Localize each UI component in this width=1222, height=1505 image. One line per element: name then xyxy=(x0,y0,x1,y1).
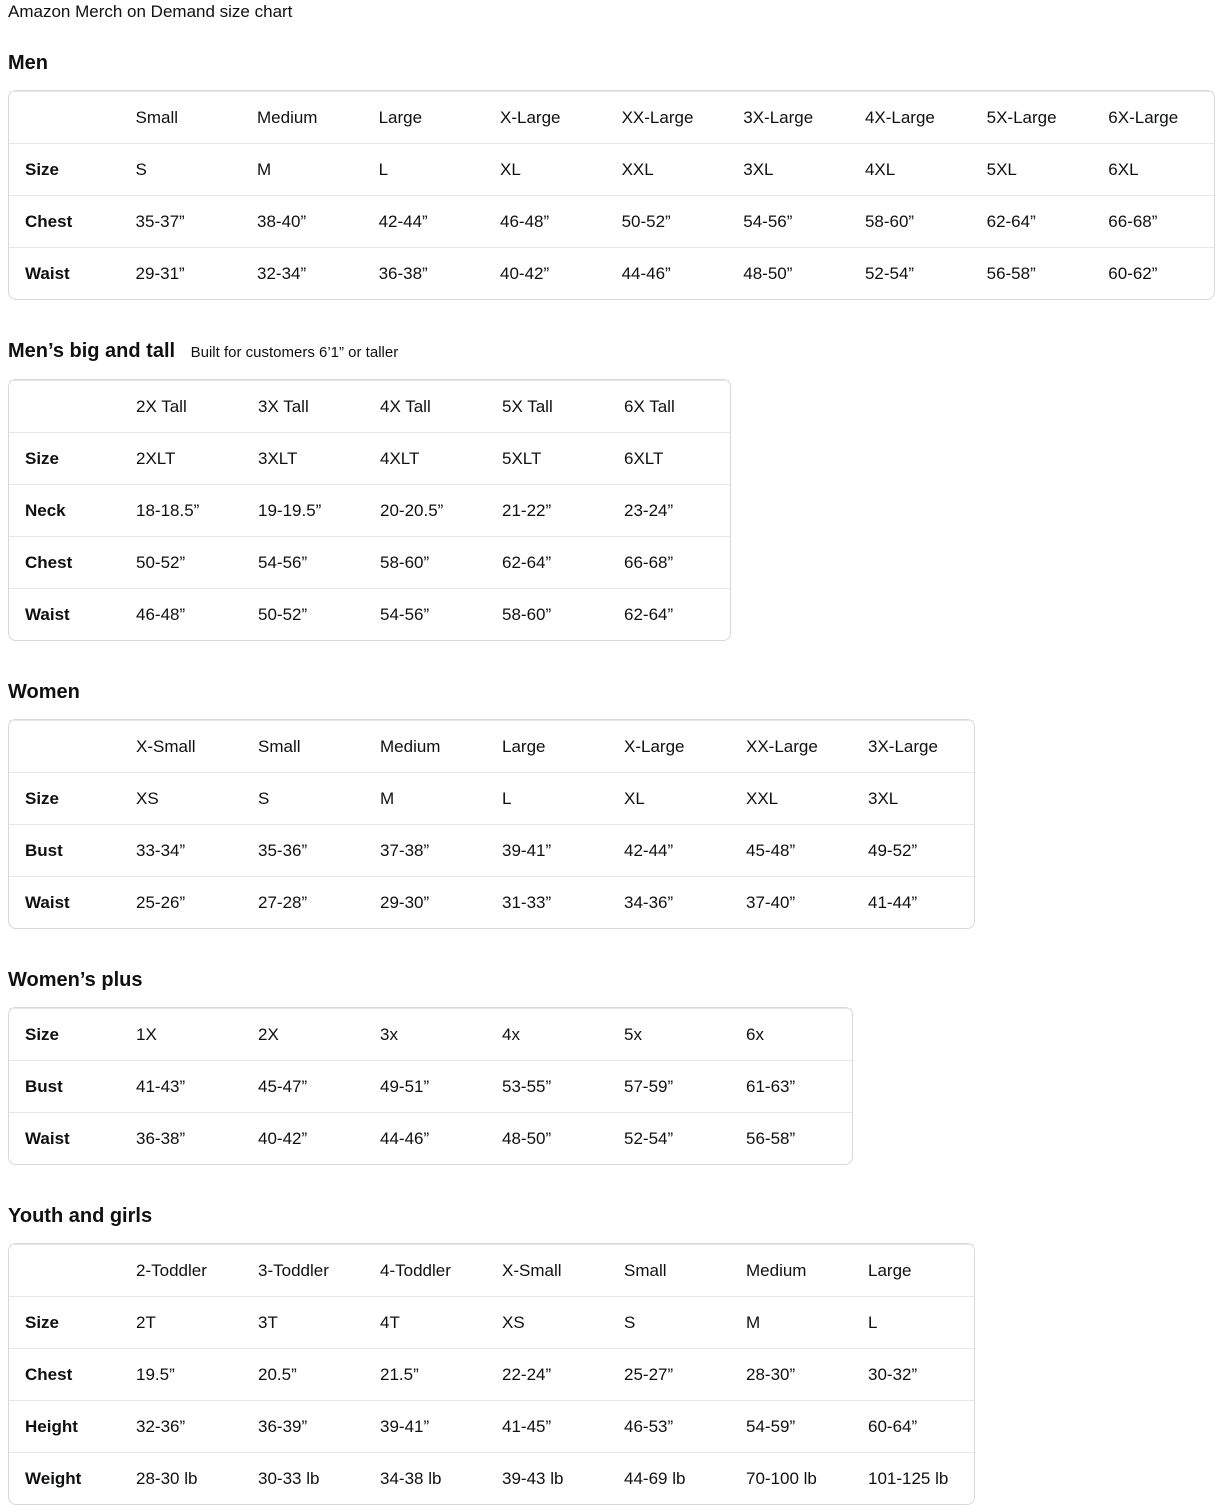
cell: 2T xyxy=(120,1296,242,1348)
column-header: X-Large xyxy=(608,720,730,772)
column-header: Medium xyxy=(730,1244,852,1296)
cell: S xyxy=(120,143,241,195)
cell: S xyxy=(608,1296,730,1348)
cell: 31-33” xyxy=(486,876,608,928)
column-header: 4-Toddler xyxy=(364,1244,486,1296)
row-label: Size xyxy=(9,432,120,484)
cell: 6x xyxy=(730,1008,852,1060)
cell: 62-64” xyxy=(608,588,730,640)
cell: M xyxy=(730,1296,852,1348)
row-label: Bust xyxy=(9,1060,120,1112)
table-row xyxy=(9,536,730,588)
row-label: Waist xyxy=(9,247,120,299)
cell: 34-36” xyxy=(608,876,730,928)
cell: 60-64” xyxy=(852,1400,974,1452)
table-row xyxy=(9,247,1214,299)
column-header: 2X Tall xyxy=(120,380,242,432)
cell: 52-54” xyxy=(849,247,971,299)
table-row xyxy=(9,1112,852,1164)
row-label: Weight xyxy=(9,1452,120,1504)
column-header: X-Small xyxy=(486,1244,608,1296)
cell: 66-68” xyxy=(608,536,730,588)
cell: 44-46” xyxy=(606,247,728,299)
cell: XS xyxy=(486,1296,608,1348)
mens-big-and-tall-heading xyxy=(8,340,1215,364)
table-row xyxy=(9,1348,974,1400)
cell: 61-63” xyxy=(730,1060,852,1112)
table-row xyxy=(9,876,974,928)
column-header-row xyxy=(9,1244,974,1296)
cell: XL xyxy=(608,772,730,824)
row-label: Waist xyxy=(9,588,120,640)
cell: 37-40” xyxy=(730,876,852,928)
row-label: Height xyxy=(9,1400,120,1452)
table-row xyxy=(9,1296,974,1348)
cell: 5x xyxy=(608,1008,730,1060)
cell: 30-33 lb xyxy=(242,1452,364,1504)
cell: 20.5” xyxy=(242,1348,364,1400)
cell: 40-42” xyxy=(242,1112,364,1164)
cell: 39-43 lb xyxy=(486,1452,608,1504)
cell: 48-50” xyxy=(727,247,849,299)
women-heading xyxy=(8,681,1215,704)
cell: 58-60” xyxy=(849,195,971,247)
cell: 46-53” xyxy=(608,1400,730,1452)
column-header: Small xyxy=(242,720,364,772)
column-header: Large xyxy=(852,1244,974,1296)
column-header: 3-Toddler xyxy=(242,1244,364,1296)
cell: 3XLT xyxy=(242,432,364,484)
youth-and-girls-size-table xyxy=(8,1243,975,1505)
page-title: Amazon Merch on Demand size chart xyxy=(8,2,293,21)
column-header: X-Large xyxy=(484,91,606,143)
cell: 46-48” xyxy=(484,195,606,247)
column-header: 3X Tall xyxy=(242,380,364,432)
cell: 6XL xyxy=(1092,143,1214,195)
cell: 19-19.5” xyxy=(242,484,364,536)
cell: 49-52” xyxy=(852,824,974,876)
cell: 53-55” xyxy=(486,1060,608,1112)
womens-plus-heading-text: Women’s plus xyxy=(8,969,143,991)
men-size-table xyxy=(8,90,1215,300)
cell: 27-28” xyxy=(242,876,364,928)
section-men xyxy=(8,52,1215,300)
cell: 54-59” xyxy=(730,1400,852,1452)
column-header: 5X Tall xyxy=(486,380,608,432)
cell: XL xyxy=(484,143,606,195)
column-header: XX-Large xyxy=(606,91,728,143)
cell: 2X xyxy=(242,1008,364,1060)
cell: 5XLT xyxy=(486,432,608,484)
column-header-row xyxy=(9,91,1214,143)
cell: XXL xyxy=(730,772,852,824)
cell: 3XL xyxy=(727,143,849,195)
column-header: Small xyxy=(608,1244,730,1296)
cell: S xyxy=(242,772,364,824)
cell: 39-41” xyxy=(364,1400,486,1452)
men-heading-text: Men xyxy=(8,52,48,74)
cell: 3x xyxy=(364,1008,486,1060)
row-label: Waist xyxy=(9,876,120,928)
cell: 42-44” xyxy=(608,824,730,876)
cell: XS xyxy=(120,772,242,824)
cell: 4XLT xyxy=(364,432,486,484)
cell: 29-30” xyxy=(364,876,486,928)
cell: 54-56” xyxy=(242,536,364,588)
cell: 19.5” xyxy=(120,1348,242,1400)
cell: 58-60” xyxy=(486,588,608,640)
womens-plus-size-table xyxy=(8,1007,853,1165)
mens-big-and-tall-table-container xyxy=(8,379,1215,641)
cell: 62-64” xyxy=(971,195,1093,247)
cell: 44-46” xyxy=(364,1112,486,1164)
row-label: Size xyxy=(9,143,120,195)
cell: M xyxy=(241,143,363,195)
cell: 41-45” xyxy=(486,1400,608,1452)
youth-and-girls-table-container xyxy=(8,1243,1215,1505)
cell: 32-34” xyxy=(241,247,363,299)
cell: 30-32” xyxy=(852,1348,974,1400)
cell: 45-48” xyxy=(730,824,852,876)
cell: 54-56” xyxy=(727,195,849,247)
table-row xyxy=(9,824,974,876)
column-header: Small xyxy=(120,91,241,143)
table-row xyxy=(9,1400,974,1452)
cell: 21.5” xyxy=(364,1348,486,1400)
column-header: 3X-Large xyxy=(727,91,849,143)
row-label: Waist xyxy=(9,1112,120,1164)
row-label: Size xyxy=(9,772,120,824)
cell: 101-125 lb xyxy=(852,1452,974,1504)
women-table-container xyxy=(8,719,1215,929)
cell: 21-22” xyxy=(486,484,608,536)
cell: L xyxy=(852,1296,974,1348)
cell: 38-40” xyxy=(241,195,363,247)
cell: 48-50” xyxy=(486,1112,608,1164)
cell: 42-44” xyxy=(363,195,484,247)
cell: 45-47” xyxy=(242,1060,364,1112)
row-label: Bust xyxy=(9,824,120,876)
section-women xyxy=(8,681,1215,929)
section-mens-big-and-tall xyxy=(8,340,1215,641)
cell: 40-42” xyxy=(484,247,606,299)
cell: 35-36” xyxy=(242,824,364,876)
cell: 70-100 lb xyxy=(730,1452,852,1504)
column-header: 5X-Large xyxy=(971,91,1093,143)
cell: 44-69 lb xyxy=(608,1452,730,1504)
cell: 56-58” xyxy=(971,247,1093,299)
cell: 35-37” xyxy=(120,195,241,247)
women-size-table xyxy=(8,719,975,929)
cell: 4T xyxy=(364,1296,486,1348)
women-heading-text: Women xyxy=(8,681,80,703)
cell: M xyxy=(364,772,486,824)
corner-cell xyxy=(9,720,120,772)
cell: 25-26” xyxy=(120,876,242,928)
cell: 37-38” xyxy=(364,824,486,876)
cell: 29-31” xyxy=(120,247,241,299)
cell: 3T xyxy=(242,1296,364,1348)
column-header: XX-Large xyxy=(730,720,852,772)
cell: 46-48” xyxy=(120,588,242,640)
cell: 3XL xyxy=(852,772,974,824)
cell: 60-62” xyxy=(1092,247,1214,299)
cell: 50-52” xyxy=(120,536,242,588)
cell: 6XLT xyxy=(608,432,730,484)
column-header: 4X Tall xyxy=(364,380,486,432)
table-row xyxy=(9,1008,852,1060)
cell: 22-24” xyxy=(486,1348,608,1400)
cell: 5XL xyxy=(971,143,1093,195)
table-row xyxy=(9,1060,852,1112)
column-header-row xyxy=(9,720,974,772)
row-label: Neck xyxy=(9,484,120,536)
mens-big-and-tall-subtitle: Built for customers 6’1” or taller xyxy=(190,344,399,361)
cell: L xyxy=(363,143,484,195)
section-youth-and-girls xyxy=(8,1205,1215,1505)
mens-big-and-tall-heading-text: Men’s big and tall xyxy=(8,340,176,362)
cell: 36-39” xyxy=(242,1400,364,1452)
cell: 32-36” xyxy=(120,1400,242,1452)
cell: 39-41” xyxy=(486,824,608,876)
cell: 23-24” xyxy=(608,484,730,536)
column-header: 4X-Large xyxy=(849,91,971,143)
youth-and-girls-heading xyxy=(8,1205,1215,1228)
column-header-row xyxy=(9,380,730,432)
cell: 4x xyxy=(486,1008,608,1060)
row-label: Size xyxy=(9,1296,120,1348)
column-header: Medium xyxy=(364,720,486,772)
table-row xyxy=(9,195,1214,247)
column-header: 6X Tall xyxy=(608,380,730,432)
corner-cell xyxy=(9,380,120,432)
column-header: 2-Toddler xyxy=(120,1244,242,1296)
column-header: 6X-Large xyxy=(1092,91,1214,143)
cell: 2XLT xyxy=(120,432,242,484)
table-row xyxy=(9,432,730,484)
row-label: Chest xyxy=(9,536,120,588)
cell: 41-44” xyxy=(852,876,974,928)
men-table-container xyxy=(8,90,1215,300)
table-row xyxy=(9,484,730,536)
cell: 28-30 lb xyxy=(120,1452,242,1504)
cell: 36-38” xyxy=(363,247,484,299)
column-header: Large xyxy=(486,720,608,772)
table-row xyxy=(9,1452,974,1504)
column-header: X-Small xyxy=(120,720,242,772)
section-womens-plus xyxy=(8,969,1215,1165)
cell: 62-64” xyxy=(486,536,608,588)
womens-plus-table-container xyxy=(8,1007,1215,1165)
cell: 58-60” xyxy=(364,536,486,588)
cell: 57-59” xyxy=(608,1060,730,1112)
cell: 66-68” xyxy=(1092,195,1214,247)
column-header: Large xyxy=(363,91,484,143)
cell: 20-20.5” xyxy=(364,484,486,536)
cell: 54-56” xyxy=(364,588,486,640)
cell: 41-43” xyxy=(120,1060,242,1112)
table-row xyxy=(9,772,974,824)
cell: 4XL xyxy=(849,143,971,195)
table-row xyxy=(9,143,1214,195)
cell: 28-30” xyxy=(730,1348,852,1400)
cell: 25-27” xyxy=(608,1348,730,1400)
row-label: Chest xyxy=(9,1348,120,1400)
row-label: Chest xyxy=(9,195,120,247)
row-label: Size xyxy=(9,1008,120,1060)
cell: 56-58” xyxy=(730,1112,852,1164)
column-header: Medium xyxy=(241,91,363,143)
cell: 50-52” xyxy=(606,195,728,247)
corner-cell xyxy=(9,1244,120,1296)
corner-cell xyxy=(9,91,120,143)
column-header: 3X-Large xyxy=(852,720,974,772)
womens-plus-heading xyxy=(8,969,1215,992)
cell: 18-18.5” xyxy=(120,484,242,536)
cell: 50-52” xyxy=(242,588,364,640)
mens-big-and-tall-size-table xyxy=(8,379,731,641)
cell: 36-38” xyxy=(120,1112,242,1164)
men-heading xyxy=(8,52,1215,75)
cell: 49-51” xyxy=(364,1060,486,1112)
cell: XXL xyxy=(606,143,728,195)
youth-and-girls-heading-text: Youth and girls xyxy=(8,1205,153,1227)
table-row xyxy=(9,588,730,640)
cell: 1X xyxy=(120,1008,242,1060)
cell: 34-38 lb xyxy=(364,1452,486,1504)
cell: 52-54” xyxy=(608,1112,730,1164)
cell: 33-34” xyxy=(120,824,242,876)
cell: L xyxy=(486,772,608,824)
